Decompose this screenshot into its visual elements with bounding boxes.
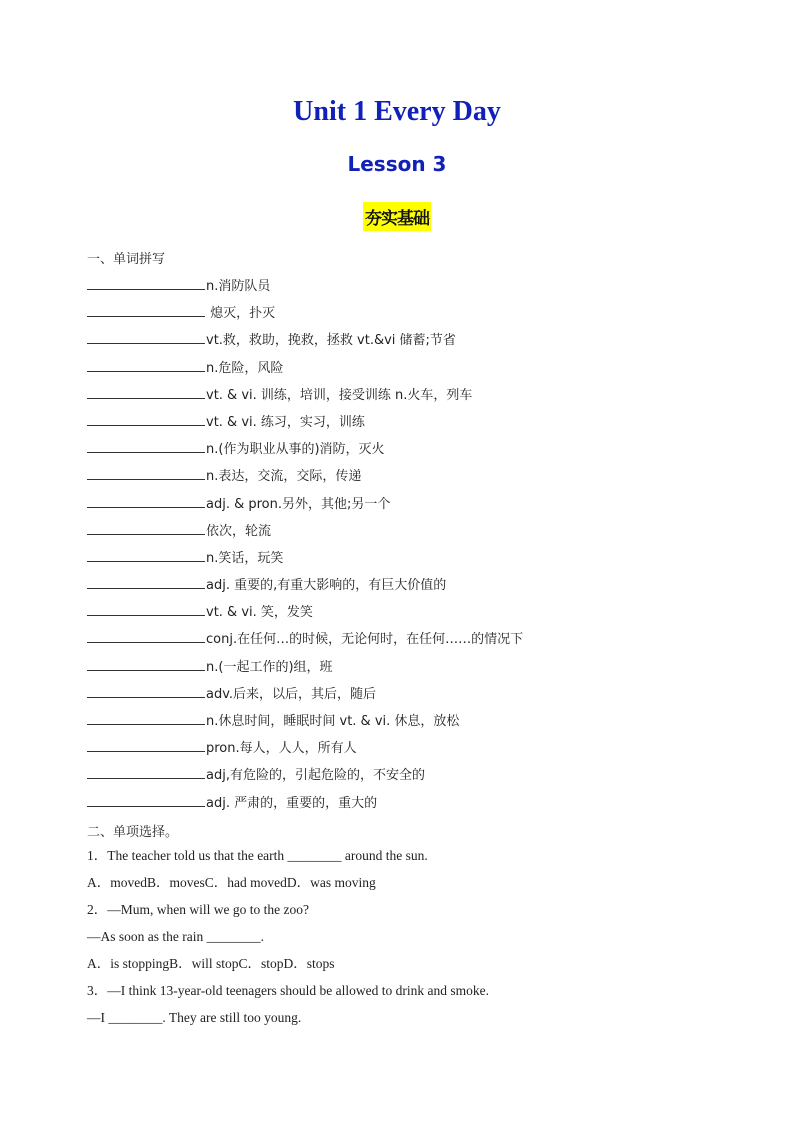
- vocab-definition: 依次，轮流: [206, 523, 272, 539]
- vocab-item: [87, 711, 727, 738]
- vocab-definition: adj. & pron.另外，其他;另一个: [206, 496, 391, 512]
- vocab-item: [87, 494, 727, 521]
- vocab-item: [87, 738, 727, 765]
- question-line: —As soon as the rain ________.: [87, 929, 264, 944]
- vocab-definition: pron.每人，人人，所有人: [206, 741, 357, 757]
- vocab-item: [87, 358, 727, 385]
- question-line: —I ________. They are still too young.: [87, 1010, 302, 1025]
- question-line: 3．—I think 13-year-old teenagers should be allowed to drink and smoke.: [87, 983, 490, 998]
- answer-blank[interactable]: [87, 738, 205, 752]
- answer-blank[interactable]: [87, 412, 205, 426]
- question-line: A．is stoppingB．will stopC．stopD．stops: [87, 956, 335, 971]
- vocab-item: [87, 575, 727, 602]
- vocab-definition: vt. & vi. 笑，发笑: [206, 605, 313, 621]
- vocab-definition: vt. & vi. 训练，培训，接受训练 n.火车，列车: [206, 387, 473, 403]
- vocab-definition: n.休息时间，睡眠时间 vt. & vi. 休息，放松: [206, 714, 460, 729]
- lesson-subtitle: Lesson 3: [347, 152, 447, 176]
- vocab-definition: adv.后来，以后，其后，随后: [206, 686, 377, 702]
- page-title: Unit 1 Every Day: [293, 96, 501, 127]
- vocab-definition: n.笑话，玩笑: [206, 550, 284, 566]
- vocab-item: [87, 629, 727, 656]
- answer-blank[interactable]: [87, 385, 205, 399]
- answer-blank[interactable]: [87, 521, 205, 535]
- vocab-item: [87, 684, 727, 711]
- part2-heading: 二、单项选择。: [87, 825, 179, 840]
- vocab-item: [87, 548, 727, 575]
- question-line: 2．—Mum, when will we go to the zoo?: [87, 902, 309, 917]
- answer-blank[interactable]: [87, 629, 205, 643]
- vocab-definition: vt.救，救助，挽救，拯救 vt.&vi 储蓄;节省: [206, 333, 456, 349]
- vocab-item: [87, 657, 727, 684]
- vocab-definition: n.消防队员: [206, 279, 271, 294]
- vocab-definition: adj,有危险的，引起危险的，不安全的: [206, 768, 425, 784]
- answer-blank[interactable]: [87, 684, 205, 698]
- vocab-definition: adj. 重要的,有重大影响的，有巨大价值的: [206, 578, 447, 594]
- vocab-definition: conj.在任何…的时候，无论何时，在任何……的情况下: [206, 632, 524, 648]
- vocab-definition: n.表达，交流，交际，传递: [206, 469, 362, 485]
- answer-blank[interactable]: [87, 439, 205, 453]
- answer-blank[interactable]: [87, 602, 205, 616]
- answer-blank[interactable]: [87, 711, 205, 725]
- vocab-item: [87, 602, 727, 629]
- answer-blank[interactable]: [87, 303, 205, 317]
- answer-blank[interactable]: [87, 276, 205, 290]
- vocab-item: [87, 439, 727, 466]
- multiple-choice-block: [87, 847, 727, 1036]
- answer-blank[interactable]: [87, 466, 205, 480]
- vocab-definition: n.危险，风险: [206, 360, 284, 376]
- vocab-definition: adj. 严肃的，重要的，重大的: [206, 795, 378, 811]
- vocab-item: [87, 793, 727, 820]
- vocab-item: [87, 765, 727, 792]
- answer-blank[interactable]: [87, 765, 205, 779]
- answer-blank[interactable]: [87, 575, 205, 589]
- vocab-definition: 熄灭，扑灭: [206, 306, 276, 322]
- answer-blank[interactable]: [87, 793, 205, 807]
- vocab-item: [87, 303, 727, 330]
- answer-blank[interactable]: [87, 657, 205, 671]
- vocab-item: [87, 385, 727, 412]
- vocab-item: [87, 276, 727, 303]
- answer-blank[interactable]: [87, 358, 205, 372]
- vocab-definition: n.(一起工作的)组，班: [206, 659, 333, 675]
- question-line: A．movedB．movesC．had movedD．was moving: [87, 875, 376, 890]
- vocab-item: [87, 412, 727, 439]
- vocab-item: [87, 330, 727, 357]
- vocab-item: [87, 466, 727, 493]
- vocab-definition: n.(作为职业从事的)消防，灭火: [206, 442, 385, 458]
- answer-blank[interactable]: [87, 494, 205, 508]
- question-line: 1．The teacher told us that the earth ________ around the sun.: [87, 848, 428, 863]
- vocab-item: [87, 521, 727, 548]
- section-badge-row: [0, 202, 794, 231]
- answer-blank[interactable]: [87, 548, 205, 562]
- vocab-definition: vt. & vi. 练习，实习，训练: [206, 414, 365, 430]
- vocab-list: [87, 276, 727, 820]
- part1-heading: 一、单词拼写: [87, 252, 166, 267]
- section-badge: 夯实基础: [363, 202, 431, 231]
- answer-blank[interactable]: [87, 330, 205, 344]
